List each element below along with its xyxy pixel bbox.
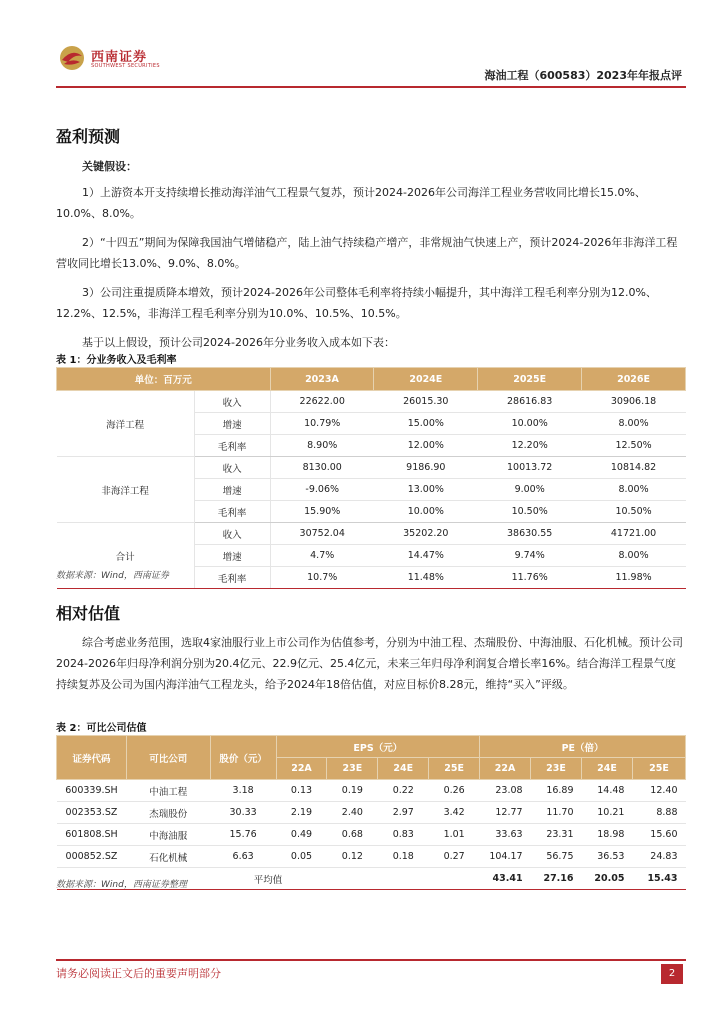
- metric-name: 收入: [194, 457, 270, 479]
- stock-price: 6.63: [210, 846, 276, 868]
- metric-name: 收入: [194, 523, 270, 545]
- table-cell: 41721.00: [582, 523, 686, 545]
- metric-name: 增速: [194, 479, 270, 501]
- stock-code: 601808.SH: [57, 824, 127, 846]
- table-row: [57, 523, 686, 545]
- eps-cell: 0.19: [327, 780, 378, 802]
- table-cell: 38630.55: [478, 523, 582, 545]
- stock-code: 000852.SZ: [57, 846, 127, 868]
- average-label: 平均值: [57, 868, 480, 890]
- logo-chinese-name: 西南证券: [91, 50, 148, 65]
- table-cell: 30906.18: [582, 391, 686, 413]
- table-cell: 8.00%: [582, 479, 686, 501]
- table-cell: 15.00%: [374, 413, 478, 435]
- metric-name: 收入: [194, 391, 270, 413]
- pe-cell: 12.40: [632, 780, 685, 802]
- table-cell: 12.20%: [478, 435, 582, 457]
- year-header: 2026E: [582, 368, 686, 391]
- table-cell: 8.90%: [270, 435, 374, 457]
- metric-name: 增速: [194, 413, 270, 435]
- period-header: 23E: [531, 758, 582, 780]
- table-row: [57, 802, 686, 824]
- code-header: 证券代码: [57, 736, 127, 780]
- eps-cell: 1.01: [429, 824, 480, 846]
- table-cell: 10.7%: [270, 567, 374, 589]
- assumption-3: 3）公司注重提质降本增效，预计2024-2026年公司整体毛利率将持续小幅提升，其中海洋工程毛利率分别为12.0%、12.2%、12.5%，非海洋工程毛利率分别为10.0%、10.5%、10.5%。: [56, 286, 657, 320]
- table-cell: 30752.04: [270, 523, 374, 545]
- table-cell: 10.00%: [374, 501, 478, 523]
- pe-cell: 56.75: [531, 846, 582, 868]
- table-cell: 28616.83: [478, 391, 582, 413]
- table-row: [57, 824, 686, 846]
- pe-cell: 33.63: [480, 824, 531, 846]
- table-cell: 11.76%: [478, 567, 582, 589]
- table1-source: 数据来源：Wind，西南证券: [56, 571, 169, 581]
- assumption-2: 2）“十四五”期间为保障我国油气增储稳产，陆上油气持续稳产增产，非常规油气快速上产，预计2024-2026年非海洋工程营收同比增长13.0%、9.0%、8.0%。: [56, 236, 678, 270]
- eps-cell: 0.26: [429, 780, 480, 802]
- table-cell: 9186.90: [374, 457, 478, 479]
- eps-cell: 0.12: [327, 846, 378, 868]
- eps-cell: 2.40: [327, 802, 378, 824]
- eps-cell: 0.22: [378, 780, 429, 802]
- average-pe-cell: 15.43: [632, 868, 685, 890]
- eps-cell: 0.18: [378, 846, 429, 868]
- unit-header: 单位：百万元: [57, 368, 271, 391]
- stock-code: 600339.SH: [57, 780, 127, 802]
- report-title: 海油工程（600583）2023年年报点评: [484, 69, 682, 82]
- table1-title: 表 1：分业务收入及毛利率: [56, 355, 177, 366]
- brand-logo-icon: [58, 44, 86, 72]
- section-title-relative-valuation: 相对估值: [56, 604, 121, 623]
- eps-cell: 2.97: [378, 802, 429, 824]
- average-pe-cell: 27.16: [531, 868, 582, 890]
- pe-cell: 36.53: [582, 846, 633, 868]
- segment-name: 合计: [57, 523, 195, 589]
- assumption-summary: 基于以上假设，预计公司2024-2026年分业务收入成本如下表：: [82, 336, 395, 349]
- table2-source: 数据来源：Wind，西南证券整理: [56, 880, 187, 890]
- table-row: [57, 457, 686, 479]
- eps-cell: 0.49: [276, 824, 327, 846]
- period-header: 23E: [327, 758, 378, 780]
- eps-cell: 0.13: [276, 780, 327, 802]
- metric-name: 毛利率: [194, 501, 270, 523]
- pe-cell: 8.88: [632, 802, 685, 824]
- table-cell: -9.06%: [270, 479, 374, 501]
- table-cell: 8130.00: [270, 457, 374, 479]
- segment-name: 非海洋工程: [57, 457, 195, 523]
- table-cell: 13.00%: [374, 479, 478, 501]
- table-cell: 14.47%: [374, 545, 478, 567]
- assumption-paragraphs: [56, 182, 686, 353]
- pe-cell: 16.89: [531, 780, 582, 802]
- period-header: 25E: [429, 758, 480, 780]
- table-cell: 4.7%: [270, 545, 374, 567]
- eps-cell: 0.27: [429, 846, 480, 868]
- year-header: 2023A: [270, 368, 374, 391]
- table-cell: 10013.72: [478, 457, 582, 479]
- table-cell: 11.98%: [582, 567, 686, 589]
- table-cell: 10814.82: [582, 457, 686, 479]
- pe-cell: 104.17: [480, 846, 531, 868]
- stock-code: 002353.SZ: [57, 802, 127, 824]
- stock-price: 30.33: [210, 802, 276, 824]
- table-cell: 10.00%: [478, 413, 582, 435]
- pe-cell: 18.98: [582, 824, 633, 846]
- section-title-earnings-forecast: 盈利预测: [56, 127, 121, 146]
- table-cell: 10.50%: [582, 501, 686, 523]
- logo-english-name: SOUTHWEST SECURITIES: [91, 63, 160, 69]
- average-pe-cell: 20.05: [582, 868, 633, 890]
- metric-name: 毛利率: [194, 567, 270, 589]
- page-number: 2: [661, 964, 683, 984]
- table1-header-row: [57, 368, 686, 391]
- company-name: 中海油服: [126, 824, 210, 846]
- eps-cell: 0.05: [276, 846, 327, 868]
- header-divider: [56, 86, 686, 88]
- table-cell: 12.00%: [374, 435, 478, 457]
- metric-name: 增速: [194, 545, 270, 567]
- eps-cell: 0.68: [327, 824, 378, 846]
- table-cell: 22622.00: [270, 391, 374, 413]
- stock-price: 15.76: [210, 824, 276, 846]
- table2-header-row: [57, 736, 686, 758]
- pe-cell: 10.21: [582, 802, 633, 824]
- company-name: 杰瑞股份: [126, 802, 210, 824]
- average-pe-cell: 43.41: [480, 868, 531, 890]
- comparable-valuation-table: [56, 735, 686, 890]
- price-header: 股价（元）: [210, 736, 276, 780]
- table-row: [57, 391, 686, 413]
- valuation-text: 综合考虑业务范围，选取4家油服行业上市公司作为估值参考，分别为中油工程、杰瑞股份、中海油服、石化机械。预计公司2024-2026年归母净利润分别为20.4亿元、22.9亿元、25.4亿元，未来三年归母净利润复合增长率16%。结合海洋工程景气度持续复苏及公司为国内海洋油气工程龙头，给予2024年18倍估值，对应目标价8.28元，维持“买入”评级。: [56, 636, 683, 691]
- table-cell: 9.00%: [478, 479, 582, 501]
- segment-revenue-table: [56, 367, 686, 589]
- company-name: 石化机械: [126, 846, 210, 868]
- pe-cell: 11.70: [531, 802, 582, 824]
- table-row: [57, 846, 686, 868]
- company-name: 中油工程: [126, 780, 210, 802]
- stock-price: 3.18: [210, 780, 276, 802]
- pe-cell: 24.83: [632, 846, 685, 868]
- table-cell: 8.00%: [582, 545, 686, 567]
- pe-cell: 23.08: [480, 780, 531, 802]
- segment-name: 海洋工程: [57, 391, 195, 457]
- table-cell: 9.74%: [478, 545, 582, 567]
- table2-title: 表 2：可比公司估值: [56, 723, 147, 734]
- table-cell: 11.48%: [374, 567, 478, 589]
- period-header: 24E: [378, 758, 429, 780]
- table-cell: 8.00%: [582, 413, 686, 435]
- assumption-1: 1）上游资本开支持续增长推动海洋油气工程景气复苏，预计2024-2026年公司海洋工程业务营收同比增长15.0%、10.0%、8.0%。: [56, 186, 646, 220]
- period-header: 24E: [582, 758, 633, 780]
- year-header: 2024E: [374, 368, 478, 391]
- table-cell: 10.79%: [270, 413, 374, 435]
- table-cell: 15.90%: [270, 501, 374, 523]
- table-cell: 12.50%: [582, 435, 686, 457]
- valuation-paragraph: [56, 632, 686, 695]
- eps-cell: 3.42: [429, 802, 480, 824]
- period-header: 22A: [480, 758, 531, 780]
- table-cell: 10.50%: [478, 501, 582, 523]
- period-header: 25E: [632, 758, 685, 780]
- pe-cell: 14.48: [582, 780, 633, 802]
- table-cell: 35202.20: [374, 523, 478, 545]
- key-assumptions-label: 关键假设：: [82, 160, 137, 173]
- table-cell: 26015.30: [374, 391, 478, 413]
- footer-divider: [56, 959, 686, 961]
- table-row: [57, 780, 686, 802]
- pe-cell: 12.77: [480, 802, 531, 824]
- eps-cell: 0.83: [378, 824, 429, 846]
- footer-disclaimer: 请务必阅读正文后的重要声明部分: [56, 967, 221, 980]
- eps-header: EPS（元）: [276, 736, 480, 758]
- company-header: 可比公司: [126, 736, 210, 780]
- pe-cell: 15.60: [632, 824, 685, 846]
- metric-name: 毛利率: [194, 435, 270, 457]
- eps-cell: 2.19: [276, 802, 327, 824]
- year-header: 2025E: [478, 368, 582, 391]
- pe-cell: 23.31: [531, 824, 582, 846]
- period-header: 22A: [276, 758, 327, 780]
- pe-header: PE（倍）: [480, 736, 686, 758]
